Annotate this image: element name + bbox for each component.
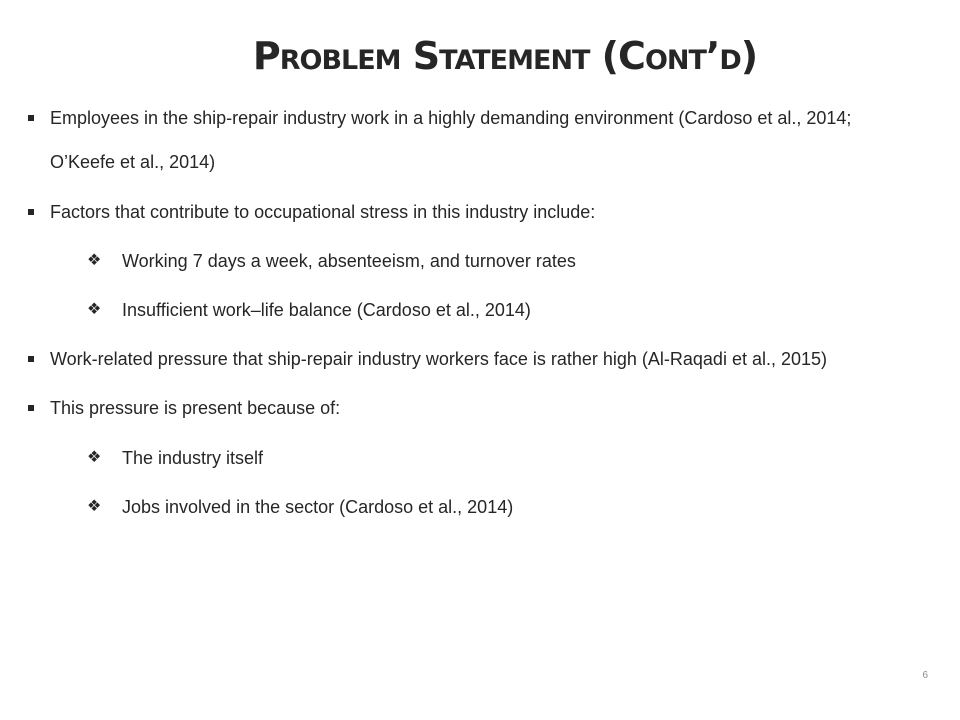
- square-bullet-icon: [28, 356, 34, 362]
- slide-title: Problem Statement (Cont’d): [252, 34, 758, 78]
- square-bullet-icon: [28, 209, 34, 215]
- square-bullet-icon: [28, 405, 34, 411]
- diamond-bullet-icon: ❖: [87, 498, 102, 515]
- sub-bullet-text-2-1: Working 7 days a week, absenteeism, and turnover rates: [122, 251, 576, 271]
- bullet-text-1a: Employees in the ship-repair industry work in a highly demanding environment (Cardoso et al., 2014;: [50, 108, 852, 128]
- diamond-bullet-icon: ❖: [87, 252, 102, 269]
- diamond-bullet-icon: ❖: [87, 301, 102, 318]
- bullet-text-3: Work-related pressure that ship-repair industry workers face is rather high (Al-Raqadi et al., 2015): [50, 349, 828, 369]
- bullet-text-4: This pressure is present because of:: [50, 398, 341, 418]
- sub-bullet-text-2-2: Insufficient work–life balance (Cardoso et al., 2014): [122, 300, 531, 320]
- sub-bullet-text-4-1: The industry itself: [122, 448, 264, 468]
- square-bullet-icon: [28, 115, 34, 121]
- sub-bullet-text-4-2: Jobs involved in the sector (Cardoso et al., 2014): [122, 497, 514, 517]
- diamond-bullet-icon: ❖: [87, 449, 102, 466]
- bullet-text-1b: O’Keefe et al., 2014): [50, 152, 216, 172]
- page-number: 6: [922, 670, 928, 681]
- bullet-text-2: Factors that contribute to occupational stress in this industry include:: [50, 202, 596, 222]
